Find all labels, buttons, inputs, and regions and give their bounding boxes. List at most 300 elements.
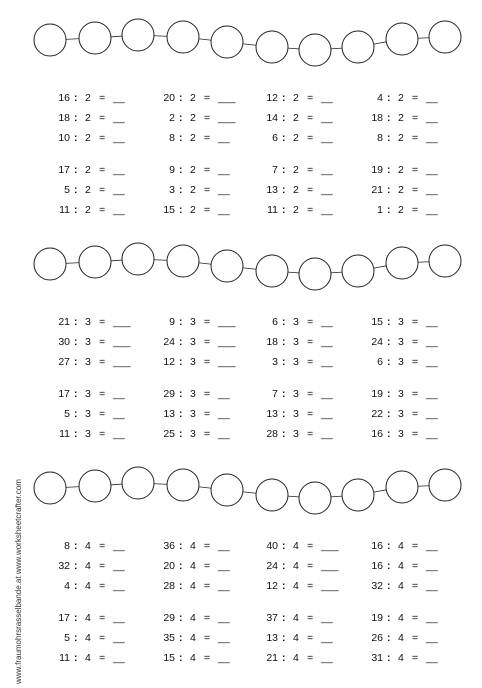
bead-circle <box>256 479 288 511</box>
answer-blank[interactable]: __ <box>321 204 333 216</box>
equals-sign: = <box>307 428 314 440</box>
answer-blank[interactable]: __ <box>321 132 333 144</box>
divisor: 2 <box>293 92 299 104</box>
answer-blank[interactable]: ___ <box>218 316 236 328</box>
dividend: 4 <box>64 580 70 592</box>
divide-sign: : <box>74 580 78 592</box>
dividend: 13 <box>266 408 278 420</box>
answer-blank[interactable]: __ <box>218 184 230 196</box>
divisor: 4 <box>85 632 91 644</box>
dividend: 21 <box>266 652 278 664</box>
divide-sign: : <box>282 540 286 552</box>
divisor: 3 <box>85 316 91 328</box>
divide-sign: : <box>74 560 78 572</box>
dividend: 6 <box>377 356 383 368</box>
divide-sign: : <box>74 112 78 124</box>
equals-sign: = <box>412 560 419 572</box>
answer-blank[interactable]: __ <box>113 184 125 196</box>
divide-sign: : <box>282 388 286 400</box>
divide-sign: : <box>282 184 286 196</box>
answer-blank[interactable]: __ <box>426 580 438 592</box>
equation-row <box>0 332 482 352</box>
divide-sign: : <box>74 428 78 440</box>
answer-blank[interactable]: __ <box>426 632 438 644</box>
divide-sign: : <box>179 356 183 368</box>
divisor: 4 <box>293 580 299 592</box>
divide-sign: : <box>179 184 183 196</box>
divide-sign: : <box>282 204 286 216</box>
dividend: 21 <box>371 184 383 196</box>
dividend: 18 <box>266 336 278 348</box>
answer-blank[interactable]: __ <box>113 204 125 216</box>
bead-circle <box>34 248 66 280</box>
answer-blank[interactable]: __ <box>426 388 438 400</box>
equals-sign: = <box>204 540 211 552</box>
dividend: 11 <box>59 428 70 440</box>
equals-sign: = <box>307 356 314 368</box>
answer-blank[interactable]: __ <box>113 652 125 664</box>
answer-blank[interactable]: __ <box>218 388 230 400</box>
equals-sign: = <box>204 580 211 592</box>
divisor: 2 <box>398 164 404 176</box>
divide-sign: : <box>74 388 78 400</box>
divide-sign: : <box>282 560 286 572</box>
answer-blank[interactable]: __ <box>426 408 438 420</box>
dividend: 8 <box>377 132 383 144</box>
equation-row <box>0 200 482 220</box>
divide-sign: : <box>179 612 183 624</box>
divisor: 4 <box>85 560 91 572</box>
equals-sign: = <box>412 184 419 196</box>
divisor: 4 <box>398 580 404 592</box>
answer-blank[interactable]: __ <box>321 316 333 328</box>
divisor: 2 <box>398 92 404 104</box>
answer-blank[interactable]: __ <box>426 540 438 552</box>
equals-sign: = <box>307 632 314 644</box>
divisor: 3 <box>85 408 91 420</box>
bead-circle <box>386 23 418 55</box>
answer-blank[interactable]: __ <box>321 356 333 368</box>
divisor: 4 <box>85 540 91 552</box>
dividend: 1 <box>377 204 383 216</box>
bead-circle <box>34 472 66 504</box>
divisor: 2 <box>85 184 91 196</box>
dividend: 14 <box>266 112 278 124</box>
answer-blank[interactable]: __ <box>426 204 438 216</box>
divisor: 4 <box>398 632 404 644</box>
divide-sign: : <box>387 428 391 440</box>
divisor: 2 <box>85 92 91 104</box>
answer-blank[interactable]: __ <box>113 560 125 572</box>
equals-sign: = <box>204 560 211 572</box>
divisor: 2 <box>190 164 196 176</box>
equation-row <box>0 628 482 648</box>
bead-circle <box>299 34 331 66</box>
equation-row <box>0 352 482 372</box>
divisor: 3 <box>190 428 196 440</box>
answer-blank[interactable]: __ <box>426 356 438 368</box>
divide-sign: : <box>74 92 78 104</box>
equals-sign: = <box>204 112 211 124</box>
divide-sign: : <box>282 580 286 592</box>
divide-sign: : <box>282 632 286 644</box>
divide-sign: : <box>179 164 183 176</box>
answer-blank[interactable]: __ <box>321 184 333 196</box>
equals-sign: = <box>99 408 106 420</box>
equals-sign: = <box>307 560 314 572</box>
answer-blank[interactable]: __ <box>321 164 333 176</box>
equals-sign: = <box>204 316 211 328</box>
dividend: 16 <box>371 540 383 552</box>
equals-sign: = <box>99 204 106 216</box>
equals-sign: = <box>307 184 314 196</box>
divide-sign: : <box>74 204 78 216</box>
dividend: 7 <box>272 164 278 176</box>
divisor: 3 <box>293 316 299 328</box>
divisor: 2 <box>398 132 404 144</box>
equals-sign: = <box>204 184 211 196</box>
bead-circle <box>299 258 331 290</box>
equals-sign: = <box>99 356 106 368</box>
divide-sign: : <box>387 112 391 124</box>
dividend: 29 <box>163 612 175 624</box>
divide-sign: : <box>387 408 391 420</box>
divide-sign: : <box>387 540 391 552</box>
dividend: 9 <box>169 316 175 328</box>
divisor: 2 <box>190 112 196 124</box>
equals-sign: = <box>307 92 314 104</box>
divide-sign: : <box>387 580 391 592</box>
dividend: 3 <box>272 356 278 368</box>
divide-sign: : <box>179 632 183 644</box>
dividend: 19 <box>371 612 383 624</box>
answer-blank[interactable]: __ <box>113 408 125 420</box>
dividend: 16 <box>58 92 70 104</box>
equals-sign: = <box>307 316 314 328</box>
answer-blank[interactable]: __ <box>113 164 125 176</box>
equals-sign: = <box>99 184 106 196</box>
equals-sign: = <box>204 92 211 104</box>
divide-sign: : <box>74 132 78 144</box>
divide-sign: : <box>387 652 391 664</box>
divide-sign: : <box>387 204 391 216</box>
equals-sign: = <box>307 540 314 552</box>
bead-circle <box>167 21 199 53</box>
answer-blank[interactable]: __ <box>321 632 333 644</box>
bead-circle <box>79 246 111 278</box>
dividend: 35 <box>163 632 175 644</box>
answer-blank[interactable]: ___ <box>321 580 339 592</box>
dividend: 40 <box>266 540 278 552</box>
equals-sign: = <box>99 336 106 348</box>
divisor: 3 <box>398 336 404 348</box>
dividend: 25 <box>163 428 175 440</box>
equals-sign: = <box>307 408 314 420</box>
answer-blank[interactable]: __ <box>113 612 125 624</box>
footer-credit: www.fraumohrsrasselbande.at www.worksheetcrafter.com <box>14 479 23 684</box>
divide-sign: : <box>74 632 78 644</box>
answer-blank[interactable]: ___ <box>321 560 339 572</box>
answer-blank[interactable]: __ <box>426 560 438 572</box>
equation-row <box>0 556 482 576</box>
bead-circle <box>386 247 418 279</box>
dividend: 37 <box>266 612 278 624</box>
divisor: 4 <box>85 580 91 592</box>
divide-sign: : <box>282 652 286 664</box>
answer-blank[interactable]: __ <box>321 112 333 124</box>
answer-blank[interactable]: __ <box>113 92 125 104</box>
dividend: 12 <box>266 580 278 592</box>
dividend: 5 <box>64 408 70 420</box>
answer-blank[interactable]: __ <box>113 580 125 592</box>
equals-sign: = <box>412 92 419 104</box>
answer-blank[interactable]: __ <box>218 204 230 216</box>
answer-blank[interactable]: ___ <box>113 316 131 328</box>
divide-sign: : <box>179 316 183 328</box>
divisor: 3 <box>85 388 91 400</box>
bead-circle <box>342 479 374 511</box>
answer-blank[interactable]: __ <box>113 388 125 400</box>
divisor: 4 <box>398 652 404 664</box>
divide-sign: : <box>387 132 391 144</box>
answer-blank[interactable]: ___ <box>113 356 131 368</box>
divisor: 4 <box>85 652 91 664</box>
bead-circle <box>342 255 374 287</box>
dividend: 13 <box>266 632 278 644</box>
equation-row <box>0 424 482 444</box>
divisor: 3 <box>398 428 404 440</box>
answer-blank[interactable]: __ <box>321 652 333 664</box>
divide-sign: : <box>282 356 286 368</box>
answer-blank[interactable]: __ <box>218 408 230 420</box>
divide-sign: : <box>387 560 391 572</box>
divide-sign: : <box>282 112 286 124</box>
answer-blank[interactable]: __ <box>113 132 125 144</box>
equals-sign: = <box>99 580 106 592</box>
dividend: 11 <box>59 652 70 664</box>
answer-blank[interactable]: __ <box>321 388 333 400</box>
divisor: 4 <box>293 540 299 552</box>
answer-blank[interactable]: ___ <box>218 112 236 124</box>
bead-chain <box>0 458 482 518</box>
dividend: 11 <box>267 204 278 216</box>
answer-blank[interactable]: __ <box>218 612 230 624</box>
divisor: 3 <box>398 388 404 400</box>
answer-blank[interactable]: __ <box>218 652 230 664</box>
dividend: 5 <box>64 184 70 196</box>
divisor: 4 <box>398 612 404 624</box>
answer-blank[interactable]: __ <box>426 612 438 624</box>
divide-sign: : <box>74 336 78 348</box>
answer-blank[interactable]: ___ <box>218 356 236 368</box>
dividend: 6 <box>272 132 278 144</box>
equation-row <box>0 608 482 628</box>
divide-sign: : <box>179 336 183 348</box>
answer-blank[interactable]: __ <box>426 428 438 440</box>
dividend: 15 <box>371 316 383 328</box>
answer-blank[interactable]: __ <box>426 132 438 144</box>
divisor: 3 <box>190 316 196 328</box>
divisor: 2 <box>398 112 404 124</box>
equals-sign: = <box>99 632 106 644</box>
dividend: 24 <box>371 336 383 348</box>
dividend: 17 <box>58 612 70 624</box>
dividend: 6 <box>272 316 278 328</box>
divide-sign: : <box>282 428 286 440</box>
answer-blank[interactable]: __ <box>321 428 333 440</box>
equals-sign: = <box>412 428 419 440</box>
equals-sign: = <box>412 652 419 664</box>
answer-blank[interactable]: __ <box>321 408 333 420</box>
divide-sign: : <box>74 612 78 624</box>
divide-sign: : <box>179 560 183 572</box>
divide-sign: : <box>179 428 183 440</box>
answer-blank[interactable]: __ <box>321 336 333 348</box>
divisor: 2 <box>293 112 299 124</box>
bead-circle <box>211 250 243 282</box>
divide-sign: : <box>74 184 78 196</box>
divisor: 4 <box>190 580 196 592</box>
dividend: 5 <box>64 632 70 644</box>
answer-blank[interactable]: __ <box>218 132 230 144</box>
equals-sign: = <box>204 632 211 644</box>
divisor: 3 <box>190 408 196 420</box>
dividend: 18 <box>371 112 383 124</box>
divide-sign: : <box>179 408 183 420</box>
dividend: 15 <box>163 652 175 664</box>
divide-sign: : <box>387 388 391 400</box>
divisor: 2 <box>293 164 299 176</box>
equals-sign: = <box>204 428 211 440</box>
divide-sign: : <box>387 316 391 328</box>
dividend: 32 <box>58 560 70 572</box>
divide-sign: : <box>179 204 183 216</box>
divisor: 4 <box>190 652 196 664</box>
equals-sign: = <box>204 388 211 400</box>
bead-circle <box>256 31 288 63</box>
divisor: 3 <box>293 388 299 400</box>
divide-sign: : <box>282 164 286 176</box>
divisor: 2 <box>190 204 196 216</box>
divisor: 3 <box>190 356 196 368</box>
answer-blank[interactable]: __ <box>113 632 125 644</box>
dividend: 18 <box>58 112 70 124</box>
answer-blank[interactable]: __ <box>426 112 438 124</box>
equation-row <box>0 404 482 424</box>
equals-sign: = <box>204 408 211 420</box>
equals-sign: = <box>412 112 419 124</box>
dividend: 8 <box>64 540 70 552</box>
equals-sign: = <box>412 580 419 592</box>
divide-sign: : <box>179 540 183 552</box>
answer-blank[interactable]: __ <box>218 632 230 644</box>
equals-sign: = <box>412 388 419 400</box>
dividend: 4 <box>377 92 383 104</box>
divisor: 3 <box>190 336 196 348</box>
answer-blank[interactable]: ___ <box>218 336 236 348</box>
divide-sign: : <box>282 132 286 144</box>
divisor: 3 <box>398 408 404 420</box>
answer-blank[interactable]: __ <box>218 428 230 440</box>
divisor: 2 <box>190 132 196 144</box>
answer-blank[interactable]: __ <box>426 184 438 196</box>
divisor: 3 <box>85 356 91 368</box>
divide-sign: : <box>387 184 391 196</box>
answer-blank[interactable]: __ <box>113 540 125 552</box>
answer-blank[interactable]: __ <box>218 164 230 176</box>
divide-sign: : <box>282 316 286 328</box>
equals-sign: = <box>307 164 314 176</box>
answer-blank[interactable]: __ <box>218 560 230 572</box>
answer-blank[interactable]: __ <box>426 92 438 104</box>
divisor: 4 <box>85 612 91 624</box>
divisor: 2 <box>85 164 91 176</box>
equals-sign: = <box>99 92 106 104</box>
dividend: 30 <box>58 336 70 348</box>
answer-blank[interactable]: __ <box>113 428 125 440</box>
divisor: 2 <box>85 112 91 124</box>
divide-sign: : <box>179 388 183 400</box>
bead-chain <box>0 234 482 294</box>
divisor: 4 <box>398 540 404 552</box>
equals-sign: = <box>412 204 419 216</box>
bead-circle <box>429 21 461 53</box>
answer-blank[interactable]: __ <box>218 540 230 552</box>
divisor: 2 <box>190 184 196 196</box>
divide-sign: : <box>74 164 78 176</box>
answer-blank[interactable]: ___ <box>113 336 131 348</box>
divide-sign: : <box>179 132 183 144</box>
bead-circle <box>122 243 154 275</box>
answer-blank[interactable]: __ <box>113 112 125 124</box>
answer-blank[interactable]: __ <box>426 316 438 328</box>
answer-blank[interactable]: __ <box>321 92 333 104</box>
equation-row <box>0 160 482 180</box>
dividend: 29 <box>163 388 175 400</box>
dividend: 26 <box>371 632 383 644</box>
equals-sign: = <box>412 408 419 420</box>
divisor: 4 <box>293 652 299 664</box>
bead-chain <box>0 10 482 70</box>
bead-circle <box>256 255 288 287</box>
dividend: 12 <box>266 92 278 104</box>
divisor: 2 <box>398 184 404 196</box>
dividend: 28 <box>163 580 175 592</box>
answer-blank[interactable]: __ <box>426 652 438 664</box>
bead-circle <box>122 467 154 499</box>
dividend: 27 <box>58 356 70 368</box>
equals-sign: = <box>412 356 419 368</box>
dividend: 17 <box>58 164 70 176</box>
equation-row <box>0 536 482 556</box>
answer-blank[interactable]: ___ <box>218 92 236 104</box>
dividend: 12 <box>163 356 175 368</box>
answer-blank[interactable]: __ <box>426 164 438 176</box>
answer-blank[interactable]: __ <box>321 612 333 624</box>
divide-sign: : <box>387 356 391 368</box>
answer-blank[interactable]: __ <box>426 336 438 348</box>
divisor: 2 <box>398 204 404 216</box>
divide-sign: : <box>74 356 78 368</box>
divisor: 2 <box>190 92 196 104</box>
divisor: 3 <box>398 316 404 328</box>
answer-blank[interactable]: __ <box>218 580 230 592</box>
divide-sign: : <box>387 336 391 348</box>
equals-sign: = <box>204 204 211 216</box>
equals-sign: = <box>204 652 211 664</box>
answer-blank[interactable]: ___ <box>321 540 339 552</box>
divisor: 3 <box>293 356 299 368</box>
